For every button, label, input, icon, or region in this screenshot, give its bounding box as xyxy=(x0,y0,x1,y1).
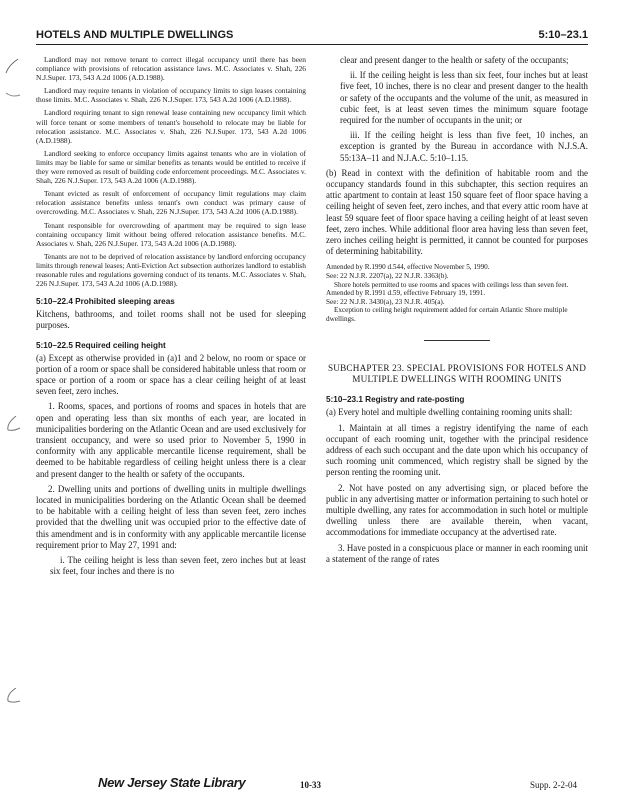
running-header xyxy=(36,28,588,45)
library-stamp: New Jersey State Library xyxy=(98,775,246,790)
section-paragraph: 2. Not have posted on any advertising sign, or placed before the public in any advertising matter or information pertaining to such hotel or multiple dwelling, any rates for accommodation in such hotel or multiple dwelling unless there are available therein, when vacant, accommodations for immediate occupancy at the advertised rate. xyxy=(326,482,588,538)
case-annotation: Tenants are not to be deprived of relocation assistance by landlord enforcing occupancy limits through renewal leases; Anti-Eviction Act subsection authorizes landlord to establish reasonable rules and regulations governing conduct of its tenants. M.C. Associates v. Shah, 226 N.J.Super. 173, 543 A.2d 1006 (A.D.1988). xyxy=(36,251,306,289)
left-column xyxy=(36,55,306,581)
history-note: Amended by R.1990 d.544, effective November 5, 1990. xyxy=(326,263,490,272)
history-note: Exception to ceiling height requirement added for certain Atlantic Shore multiple dwellings. xyxy=(326,306,568,324)
section-paragraph: 2. Dwelling units and portions of dwelling units in multiple dwellings located in municipalities bordering on the Atlantic Ocean shall be deemed to be habitable with a ceiling height of less than seven feet, zero inches provided that the dwelling unit was occupied prior to the effective date of this amendment and is in conformity with any applicable mercantile license requirement prior to May 27, 1991 and: xyxy=(36,483,306,550)
margin-mark-icon xyxy=(4,58,22,74)
section-subparagraph: ii. If the ceiling height is less than six feet, four inches but at least five feet, 10 inches, there is no clear and present danger to the health or safety of the occupants and the volume of the unit, as measured in cubic feet, is at least seven times the minimum square footage required for the number of occupants in the unit; or xyxy=(340,70,588,126)
case-annotation: Landlord requiring tenant to sign renewal lease containing new occupancy limit which will force tenant or some members of tenant's household to relocate may be liable for relocation assistance. M.C. Associates v. Shah, 226 N.J.Super. 173, 543 A.2d 1006 (A.D.1988). xyxy=(36,108,306,145)
section-paragraph: (a) Except as otherwise provided in (a)1 and 2 below, no room or space or portion of a room or space shall be considered habitable unless that room or space or portion of a room or space has a clear ceiling height of at least seven feet, zero inches. xyxy=(36,352,306,397)
section-paragraph: 1. Rooms, spaces, and portions of rooms and spaces in hotels that are open and operating less than six months of each year, are located in municipalities bordering on the Atlantic Ocean and are used exclusively for transient occupancy, and were so used prior to November 5, 1990 in conformity with any applicable mercantile license requirement, shall be deemed to be habitable regardless of ceiling height unless there is a clear and present danger to the health or safety of the occupants. xyxy=(36,401,306,479)
margin-mark-icon xyxy=(4,416,22,432)
section-subparagraph: clear and present danger to the health or safety of the occupants; xyxy=(340,55,569,65)
history-note: See: 22 N.J.R. 3430(a), 23 N.J.R. 405(a). xyxy=(326,297,445,306)
case-annotation: Tenant evicted as result of enforcement of occupancy limit regulations may claim relocation assistance benefits unless tenant's own conduct was primary cause of overcrowding. M.C. Associates v. Shah, 226 N.J.Super. 173, 543 A.2d 1006 (A.D.1988). xyxy=(36,189,306,217)
section-divider xyxy=(424,340,490,341)
case-annotation: Landlord may not remove tenant to correct illegal occupancy until there has been compliance with provisions of relocation assistance laws. M.C. Associates v. Shah, 226 N.J.Super. 173, 543 A.2d 1006 (A.D.1988). xyxy=(36,55,306,83)
subchapter-heading: SUBCHAPTER 23. SPECIAL PROVISIONS FOR HOTELS AND MULTIPLE DWELLINGS WITH ROOMING UNITS xyxy=(327,362,587,385)
page-number: 10-33 xyxy=(300,780,321,790)
margin-mark-icon xyxy=(4,87,22,103)
section-heading: 5:10–22.4 Prohibited sleeping areas xyxy=(36,297,175,307)
history-note: Shore hotels permitted to use rooms and spaces with ceilings less than seven feet. xyxy=(334,280,569,289)
header-section-number: 5:10–23.1 xyxy=(538,29,588,41)
section-subparagraph: i. The ceiling height is less than seven feet, zero inches but at least six feet, four inches and there is no xyxy=(50,555,306,577)
case-annotation: Landlord seeking to enforce occupancy limits against tenants who are in violation of limits may be liable for same or similar benefits as tenants would be entitled to receive if they were removed as result of building code enforcement proceedings. M.C. Associates v. Shah, 226 N.J.Super. 173, 543 A.2d 1006 (A.D.1988). xyxy=(36,148,306,186)
section-paragraph: 1. Maintain at all times a registry identifying the name of each occupant of each rooming unit, together with the principal residence address of each such occupant and the date upon which his occupancy of such rooming unit commenced, which registry shall be signed by the person renting the rooming unit. xyxy=(326,422,588,478)
section-paragraph: (b) Read in context with the definition of habitable room and the occupancy standards found in this subchapter, this section requires an attic apartment to contain at least 150 square feet of floor space having a ceiling height of seven feet, zero inches, and that every attic room have at least 59 square feet of floor space having a ceiling height of at least seven feet, zero inches. While additional floor area having less than seven feet, zero inches ceiling height is permitted, it cannot be counted for purposes of determining habitability. xyxy=(326,167,588,257)
section-paragraph: (a) Every hotel and multiple dwelling containing rooming units shall: xyxy=(326,407,573,418)
header-title: HOTELS AND MULTIPLE DWELLINGS xyxy=(36,29,234,41)
history-note: Amended by R.1991 d.59, effective February 19, 1991. xyxy=(326,289,486,298)
section-heading: 5:10–22.5 Required ceiling height xyxy=(36,340,166,350)
case-annotation: Tenant responsible for overcrowding of apartment may be required to sign lease containing occupancy limit without being offered relocation assistance benefits. M.C. Associates v. Shah, 226 N.J.Super. 173, 543 A.2d 1006 (A.D.1988). xyxy=(36,220,306,248)
section-heading: 5:10–23.1 Registry and rate-posting xyxy=(326,395,465,405)
right-column xyxy=(326,55,588,569)
section-text: Kitchens, bathrooms, and toilet rooms shall not be used for sleeping purposes. xyxy=(36,309,306,331)
section-paragraph: 3. Have posted in a conspicuous place or manner in each rooming unit a statement of the range of rates xyxy=(326,542,588,564)
supplement-date: Supp. 2-2-04 xyxy=(530,780,577,790)
history-note: See: 22 N.J.R. 2207(a), 22 N.J.R. 3363(b). xyxy=(326,272,449,281)
case-annotation: Landlord may require tenants in violation of occupancy limits to sign leases containing those limits. M.C. Associates v. Shah, 226 N.J.Super. 173, 543 A.2d 1006 (A.D.1988). xyxy=(36,86,306,105)
margin-mark-icon xyxy=(4,688,22,704)
history-notes xyxy=(326,263,588,323)
section-subparagraph: iii. If the ceiling height is less than five feet, 10 inches, an exception is granted by the Bureau in accordance with N.J.S.A. 55:13A–11 and N.J.A.C. 5:10–1.15. xyxy=(340,130,588,163)
